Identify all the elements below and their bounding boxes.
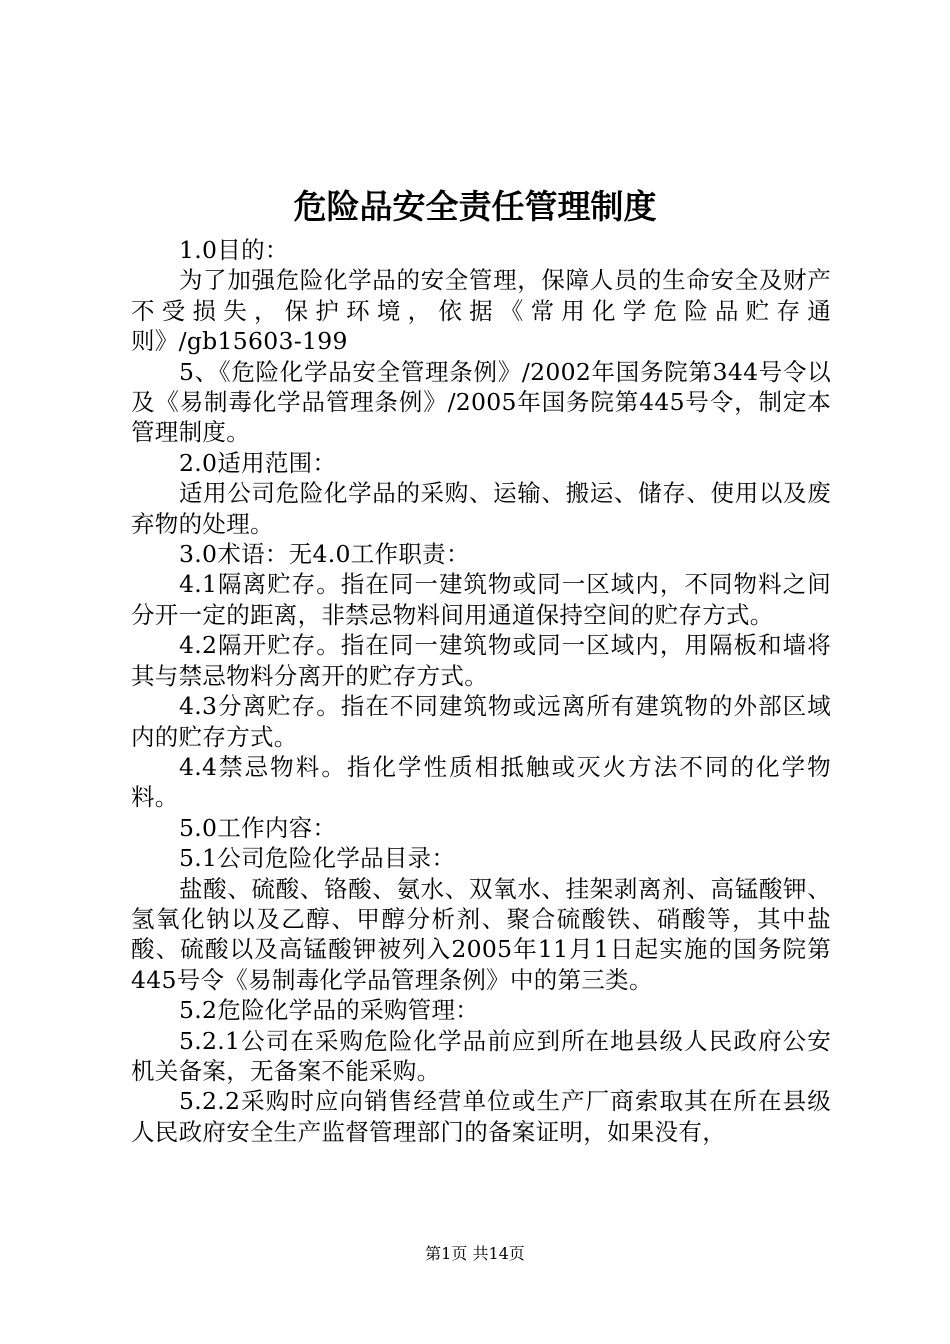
- paragraph: 3.0术语：无4.0工作职责：: [179, 540, 470, 569]
- document-body: [131, 235, 831, 1147]
- paragraph: 4.2隔开贮存。指在同一建筑物或同一区域内，用隔板和墙将其与禁忌物料分离开的贮存方式。: [131, 631, 831, 690]
- paragraph: 盐酸、硫酸、铬酸、氨水、双氧水、挂架剥离剂、高锰酸钾、氢氧化钠以及乙醇、甲醇分析剂、聚合硫酸铁、硝酸等，其中盐酸、硫酸以及高锰酸钾被列入2005年11月1日起实施的国务院第445号令《易制毒化学品管理条例》中的第三类。: [131, 874, 831, 994]
- paragraph: 4.3分离贮存。指在不同建筑物或远离所有建筑物的外部区域内的贮存方式。: [131, 692, 831, 751]
- paragraph: 为了加强危险化学品的安全管理，保障人员的生命安全及财产不受损失，保护环境，依据《常用化学危险品贮存通则》/gb15603-199: [131, 266, 831, 356]
- paragraph: 1.0目的：: [179, 236, 289, 264]
- paragraph: 5、《危险化学品安全管理条例》/2002年国务院第344号令以及《易制毒化学品管理条例》/2005年国务院第445号令，制定本管理制度。: [131, 357, 831, 447]
- paragraph: 5.2.2采购时应向销售经营单位或生产厂商索取其在所在县级人民政府安全生产监督管理部门的备案证明，如果没有，: [131, 1087, 831, 1146]
- paragraph: 4.4禁忌物料。指化学性质相抵触或灭火方法不同的化学物料。: [131, 752, 831, 812]
- paragraph: 适用公司危险化学品的采购、运输、搬运、储存、使用以及废弃物的处理。: [131, 479, 831, 538]
- paragraph: 5.2危险化学品的采购管理：: [179, 996, 480, 1025]
- paragraph: 5.1公司危险化学品目录：: [179, 844, 456, 873]
- page-footer: 第1页 共14页: [425, 1244, 525, 1263]
- paragraph: 4.1隔离贮存。指在同一建筑物或同一区域内，不同物料之间分开一定的距离，非禁忌物料间用通道保持空间的贮存方式。: [131, 570, 831, 629]
- paragraph: 5.2.1公司在采购危险化学品前应到所在地县级人民政府公安机关备案，无备案不能采购。: [131, 1026, 831, 1085]
- document-title: 危险品安全责任管理制度: [293, 187, 657, 226]
- paragraph: 5.0工作内容：: [179, 813, 337, 842]
- paragraph: 2.0适用范围：: [179, 448, 337, 477]
